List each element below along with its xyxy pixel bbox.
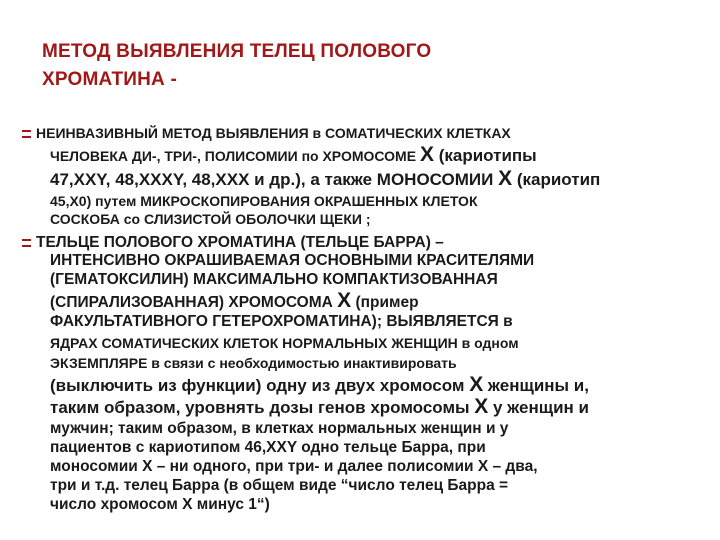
- bullet2-line-11: пациентов с кариотипом 46,XXY одно тельце Барра, при: [50, 439, 486, 456]
- text-run: 47,XXY, 48,XXXY, 48,XXX и др.), а также МОНОСОМИИ: [50, 170, 499, 189]
- bullet2-line-3: (ГЕМАТОКСИЛИН) МАКСИМАЛЬНО КОМПАКТИЗОВАННАЯ: [50, 271, 498, 288]
- text-run: у женщин и: [488, 398, 589, 417]
- bullet2-line-10: мужчин; таким образом, в клетках нормальных женщин и у: [50, 420, 509, 437]
- bullet1-line-3: [50, 167, 601, 190]
- bullet2-line-5: ФАКУЛЬТАТИВНОГО ГЕТЕРОХРОМАТИНА); ВЫЯВЛЯЕТСЯ в: [50, 313, 513, 330]
- x-chromosome-symbol: Х: [337, 289, 352, 312]
- text-run: (выключить из функции) одну из двух хромосом: [50, 376, 470, 395]
- bullet2-line-12: моносомии Х – ни одного, при три- и далее полисомии Х – два,: [50, 458, 538, 475]
- bullet2-line-4: [50, 289, 419, 312]
- bullet1-line-1: НЕИНВАЗИВНЫЙ МЕТОД ВЫЯВЛЕНИЯ в СОМАТИЧЕСКИХ КЛЕТКАХ: [36, 125, 511, 141]
- bullet-marker: [22, 239, 31, 247]
- x-chromosome-symbol: Х: [469, 373, 484, 396]
- x-chromosome-symbol: Х: [474, 395, 489, 418]
- bullet2-line-9: [50, 395, 589, 418]
- text-run: (кариотип: [512, 170, 601, 189]
- title-line-2: ХРОМАТИНА -: [42, 69, 177, 90]
- text-run: (СПИРАЛИЗОВАННАЯ) ХРОМОСОМА: [50, 294, 338, 311]
- bullet2-line-6: ЯДРАХ СОМАТИЧЕСКИХ КЛЕТОК НОРМАЛЬНЫХ ЖЕНЩИН в одном: [50, 335, 519, 351]
- text-run: таким образом, уровнять дозы генов хромосомы: [50, 398, 475, 417]
- title-line-1: МЕТОД ВЫЯВЛЕНИЯ ТЕЛЕЦ ПОЛОВОГО: [42, 41, 432, 62]
- bullet2-line-2: ИНТЕНСИВНО ОКРАШИВАЕМАЯ ОСНОВНЫМИ КРАСИТЕЛЯМИ: [50, 252, 535, 269]
- bullet2-line-1: ТЕЛЬЦЕ ПОЛОВОГО ХРОМАТИНА (ТЕЛЬЦЕ БАРРА) –: [36, 234, 444, 251]
- bullet2-line-8: [50, 373, 589, 396]
- text-run: ЧЕЛОВЕКА ДИ-, ТРИ-, ПОЛИСОМИИ по ХРОМОСОМЕ: [50, 148, 420, 164]
- bullet-marker: [22, 130, 31, 138]
- bullet1-line-4: 45,X0) путем МИКРОСКОПИРОВАНИЯ ОКРАШЕННЫХ КЛЕТОК: [50, 193, 478, 209]
- page-title: [42, 38, 642, 94]
- bullet2-line-14: число хромосом Х минус 1“): [50, 496, 270, 513]
- text-run: женщины и,: [483, 376, 589, 395]
- x-chromosome-symbol: Х: [419, 143, 434, 166]
- bullet2-line-7: ЭКЗЕМПЛЯРЕ в связи с необходимостью инактивировать: [50, 355, 457, 371]
- bullet1-line-2: [50, 143, 537, 166]
- x-chromosome-symbol: Х: [498, 167, 513, 190]
- bullet2-line-13: три и т.д. телец Барра (в общем виде “число телец Барра =: [50, 477, 509, 494]
- bullet1-line-5: СОСКОБА со СЛИЗИСТОЙ ОБОЛОЧКИ ЩЕКИ ;: [50, 211, 371, 227]
- text-run: (пример: [351, 294, 419, 311]
- text-run: (кариотипы: [433, 146, 537, 165]
